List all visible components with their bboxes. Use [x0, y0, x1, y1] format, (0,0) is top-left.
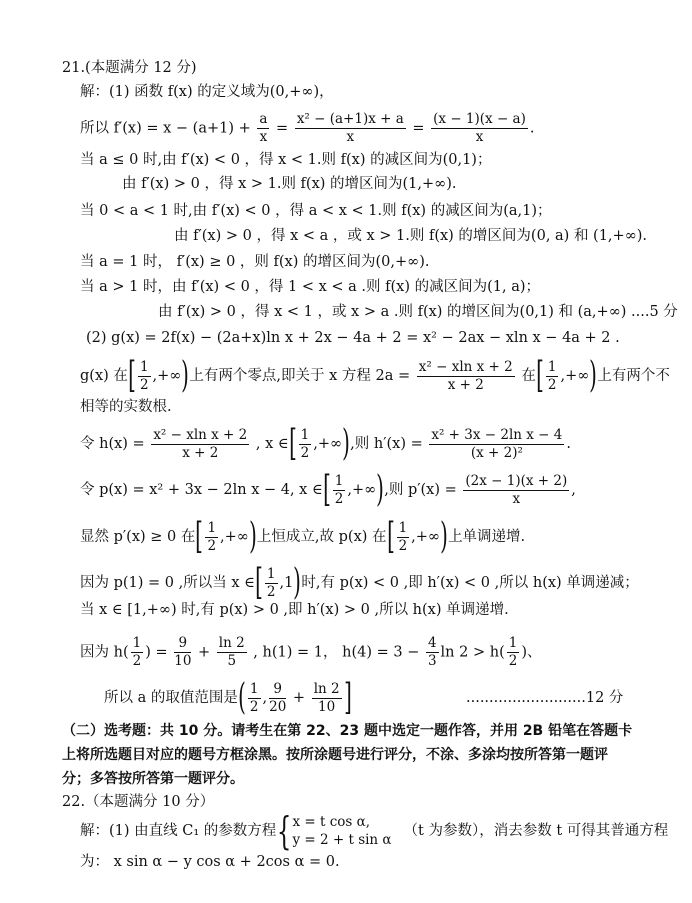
q21-line-11: g(x) 在[ $\frac{1}{2}$ ,+∞)上有两个零点,即关于 x 方程 2a = $\frac{\text{x² − xln x + 2}}{x + 2}$ 在[ $\frac{1}{2}$ ,+∞)上有两个不: [80, 355, 670, 396]
q21-line-6: 由 f′(x) > 0 ，得 x < a ，或 x > 1.则 f(x) 的增区间为(0, a) 和 (1,+∞).: [174, 228, 648, 244]
elective-line-2: 上将所选题目对应的题号方框涂黑。按所涂题号进行评分，不涂、多涂均按所答第一题评: [62, 747, 608, 763]
q21-line-5: 当 0 < a < 1 时,由 f′(x) < 0 ，得 a < x < 1.则 f(x) 的减区间为(a,1)；: [80, 203, 552, 219]
q21-line-7: 当 a = 1 时， f′(x) ≥ 0 ，则 f(x) 的增区间为(0,+∞).: [80, 254, 430, 270]
q21-line-13: 令 h(x) = $\frac{\text{x² − xln x + 2}}{x + 2}$ , x ∈[ $\frac{1}{2}$ ,+∞),则 h′(x) = $\frac{\text{x² + 3x − 2ln x − 4}}{\text{(x + 2)²}}$ .: [80, 423, 571, 464]
q21-line-1: 解：(1) 函数 f(x) 的定义域为(0,+∞)，: [80, 84, 334, 100]
q21-line-2: 所以 f′(x) = x − (a+1) + $\frac{a}{x}$ = $\frac{\text{x² − (a+1)x + a}}{x}$ = $\frac{(x - 1)(x - a)}{x}$ .: [80, 111, 535, 145]
q22-line-1: 解：(1) 由直线 C₁ 的参数方程{ x = t cos α, y = 2 + t sin α （t 为参数），消去参数 t 可得其普通方程: [80, 809, 669, 853]
q21-line-8: 当 a > 1 时，由 f′(x) < 0 ，得 1 < x < a .则 f(x) 的减区间为(1, a)；: [80, 279, 541, 295]
elective-line-1: （二）选考题：共 10 分。请考生在第 22、23 题中选定一题作答，并用 2B 铅笔在答题卡: [62, 723, 633, 739]
q21-line-4: 由 f′(x) > 0 ，得 x > 1.则 f(x) 的增区间为(1,+∞).: [122, 176, 457, 192]
q21-line-9: 由 f′(x) > 0 ，得 x < 1 ，或 x > a .则 f(x) 的增区间为(0,1) 和 (a,+∞) ....5 分: [158, 304, 678, 320]
q21-line-16: 因为 p(1) = 0 ,所以当 x ∈[ $\frac{1}{2}$ ,1)时,有 p(x) < 0 ,即 h′(x) < 0 ,所以 h(x) 单调递减；: [80, 562, 639, 603]
q21-line-12: 相等的实数根.: [80, 399, 172, 415]
q21-title: 21.(本题满分 12 分): [62, 60, 197, 76]
q21-line-10: (2) g(x) = 2f(x) − (2a+x)ln x + 2x − 4a + 2 = x² − 2ax − xln x − 4a + 2 .: [86, 330, 620, 346]
q21-line-3: 当 a ≤ 0 时,由 f′(x) < 0 ，得 x < 1.则 f(x) 的减区间为(0,1)；: [80, 152, 492, 168]
q22-title: 22.（本题满分 10 分）: [62, 794, 215, 810]
elective-line-3: 分；多答按所答第一题评分。: [62, 771, 244, 787]
q21-line-18: 因为 h( $\frac{1}{2}$ ) = $\frac{9}{10}$ + $\frac{\ln 2}{5}$ , h(1) = 1， h(4) = 3 − $\frac{4}{3}$ ln 2 > h( $\frac{1}{2}$ )、: [80, 635, 542, 669]
q21-line-19: 所以 a 的取值范围是( $\frac{1}{2}$ , $\frac{9}{20}$ + $\frac{\ln 2}{10}$ ]: [104, 677, 352, 718]
q21-line-17: 当 x ∈ [1,+∞) 时,有 p(x) > 0 ,即 h′(x) > 0 ,所以 h(x) 单调递增.: [80, 602, 509, 618]
q21-score: ..........................12 分: [466, 690, 624, 706]
q21-line-15: 显然 p′(x) ≥ 0 在[ $\frac{1}{2}$ ,+∞)上恒成立,故 p(x) 在[ $\frac{1}{2}$ ,+∞)上单调递增.: [80, 516, 526, 557]
q22-line-2: 为： x sin α − y cos α + 2cos α = 0.: [80, 854, 340, 870]
q21-line-14: 令 p(x) = x² + 3x − 2ln x − 4, x ∈[ $\frac{1}{2}$ ,+∞),则 p′(x) = $\frac{(2x - 1)(x + 2)}{x}$ ,: [80, 469, 576, 510]
